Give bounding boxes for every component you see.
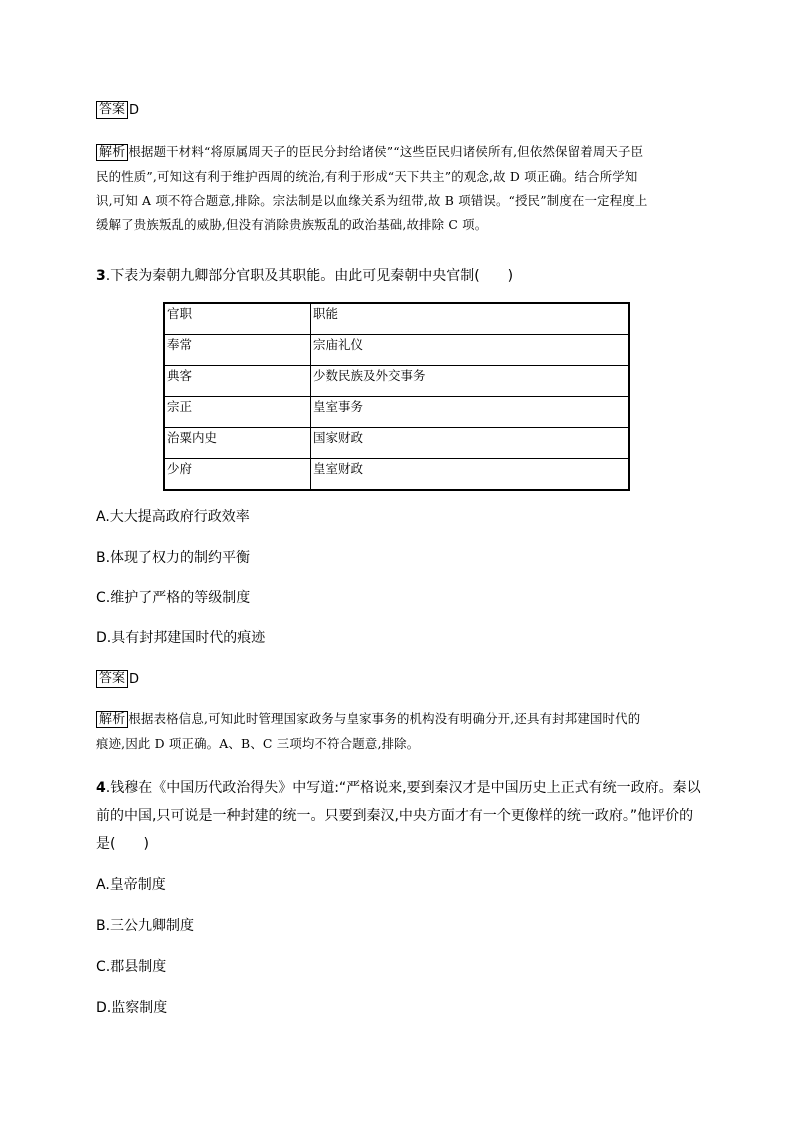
explanation-line: 民的性质”,可知这有利于维护西周的统治,有利于形成“天下共主”的观念,故 D 项正确。结合所学知 — [96, 169, 638, 184]
explanation-q2 — [96, 140, 696, 237]
table-row — [164, 459, 629, 491]
explanation-line: 解析 根据题干材料“将原属周天子的臣民分封给诸侯”“这些臣民归诸侯所有,但依然保留着周天子臣 — [96, 140, 696, 165]
option-a: A.大大提高政府行政效率 — [96, 509, 250, 525]
table-header-row — [164, 303, 629, 335]
option-c: C.维护了严格的等级制度 — [96, 590, 251, 606]
table-cell: 典客 — [164, 366, 311, 397]
option-b: B.体现了权力的制约平衡 — [96, 550, 251, 566]
explanation-line: 识,可知 A 项不符合题意,排除。宗法制是以血缘关系为纽带,故 B 项错误。“授民”制度在一定程度上 — [96, 193, 648, 208]
question-number: 4 — [96, 780, 106, 796]
table-cell: 治粟内史 — [164, 428, 311, 459]
table-cell: 少府 — [164, 459, 311, 491]
table-cell: 奉常 — [164, 335, 311, 366]
table-cell: 宗庙礼仪 — [311, 335, 630, 366]
table-header: 官职 — [164, 303, 311, 335]
option-a: A.皇帝制度 — [96, 877, 166, 893]
question-number: 3 — [96, 268, 106, 284]
explanation-line: 解析 根据表格信息,可知此时管理国家政务与皇家事务的机构没有明确分开,还具有封邦建国时代的 — [96, 707, 696, 732]
option-c: C.郡县制度 — [96, 959, 167, 975]
officials-table — [163, 302, 630, 491]
answer-tag-q3 — [96, 670, 128, 688]
table-cell: 皇室事务 — [311, 397, 630, 428]
answer-value-q2: D — [129, 103, 140, 118]
explanation-line: 缓解了贵族叛乱的威胁,但没有消除贵族叛乱的政治基础,故排除 C 项。 — [96, 217, 488, 232]
explanation-tag: 解析 — [96, 711, 128, 728]
question-line: 前的中国,只可说是一种封建的统一。只要到秦汉,中央方面才有一个更像样的统一政府。”他评价的 — [96, 808, 694, 824]
table-cell: 少数民族及外交事务 — [311, 366, 630, 397]
question-line: 是( ) — [96, 836, 149, 852]
answer-tag-q2 — [96, 101, 128, 119]
answer-label: 答案 — [99, 102, 126, 117]
table-cell: 宗正 — [164, 397, 311, 428]
table-cell: 皇室财政 — [311, 459, 630, 491]
explanation-tag: 解析 — [96, 144, 128, 161]
option-d: D.监察制度 — [96, 1000, 168, 1016]
question-4-stem: 4.钱穆在《中国历代政治得失》中写道:“严格说来,要到秦汉才是中国历史上正式有统一政府。秦以 前的中国,只可说是一种封建的统一。只要到秦汉,中央方面才有一个更像样的统一政府。”他评价的 是( ) — [96, 774, 702, 858]
answer-value-q3: D — [129, 672, 140, 687]
answer-label: 答案 — [99, 671, 126, 686]
table-row — [164, 397, 629, 428]
explanation-q3 — [96, 707, 696, 756]
table-row — [164, 366, 629, 397]
explanation-line: 痕迹,因此 D 项正确。A、B、C 三项均不符合题意,排除。 — [96, 736, 420, 751]
table-header: 职能 — [311, 303, 630, 335]
option-d: D.具有封邦建国时代的痕迹 — [96, 630, 266, 646]
question-3-stem: 3.下表为秦朝九卿部分官职及其职能。由此可见秦朝中央官制( ) — [96, 268, 514, 284]
table-row — [164, 428, 629, 459]
table-cell: 国家财政 — [311, 428, 630, 459]
table-row — [164, 335, 629, 366]
option-b: B.三公九卿制度 — [96, 918, 195, 934]
